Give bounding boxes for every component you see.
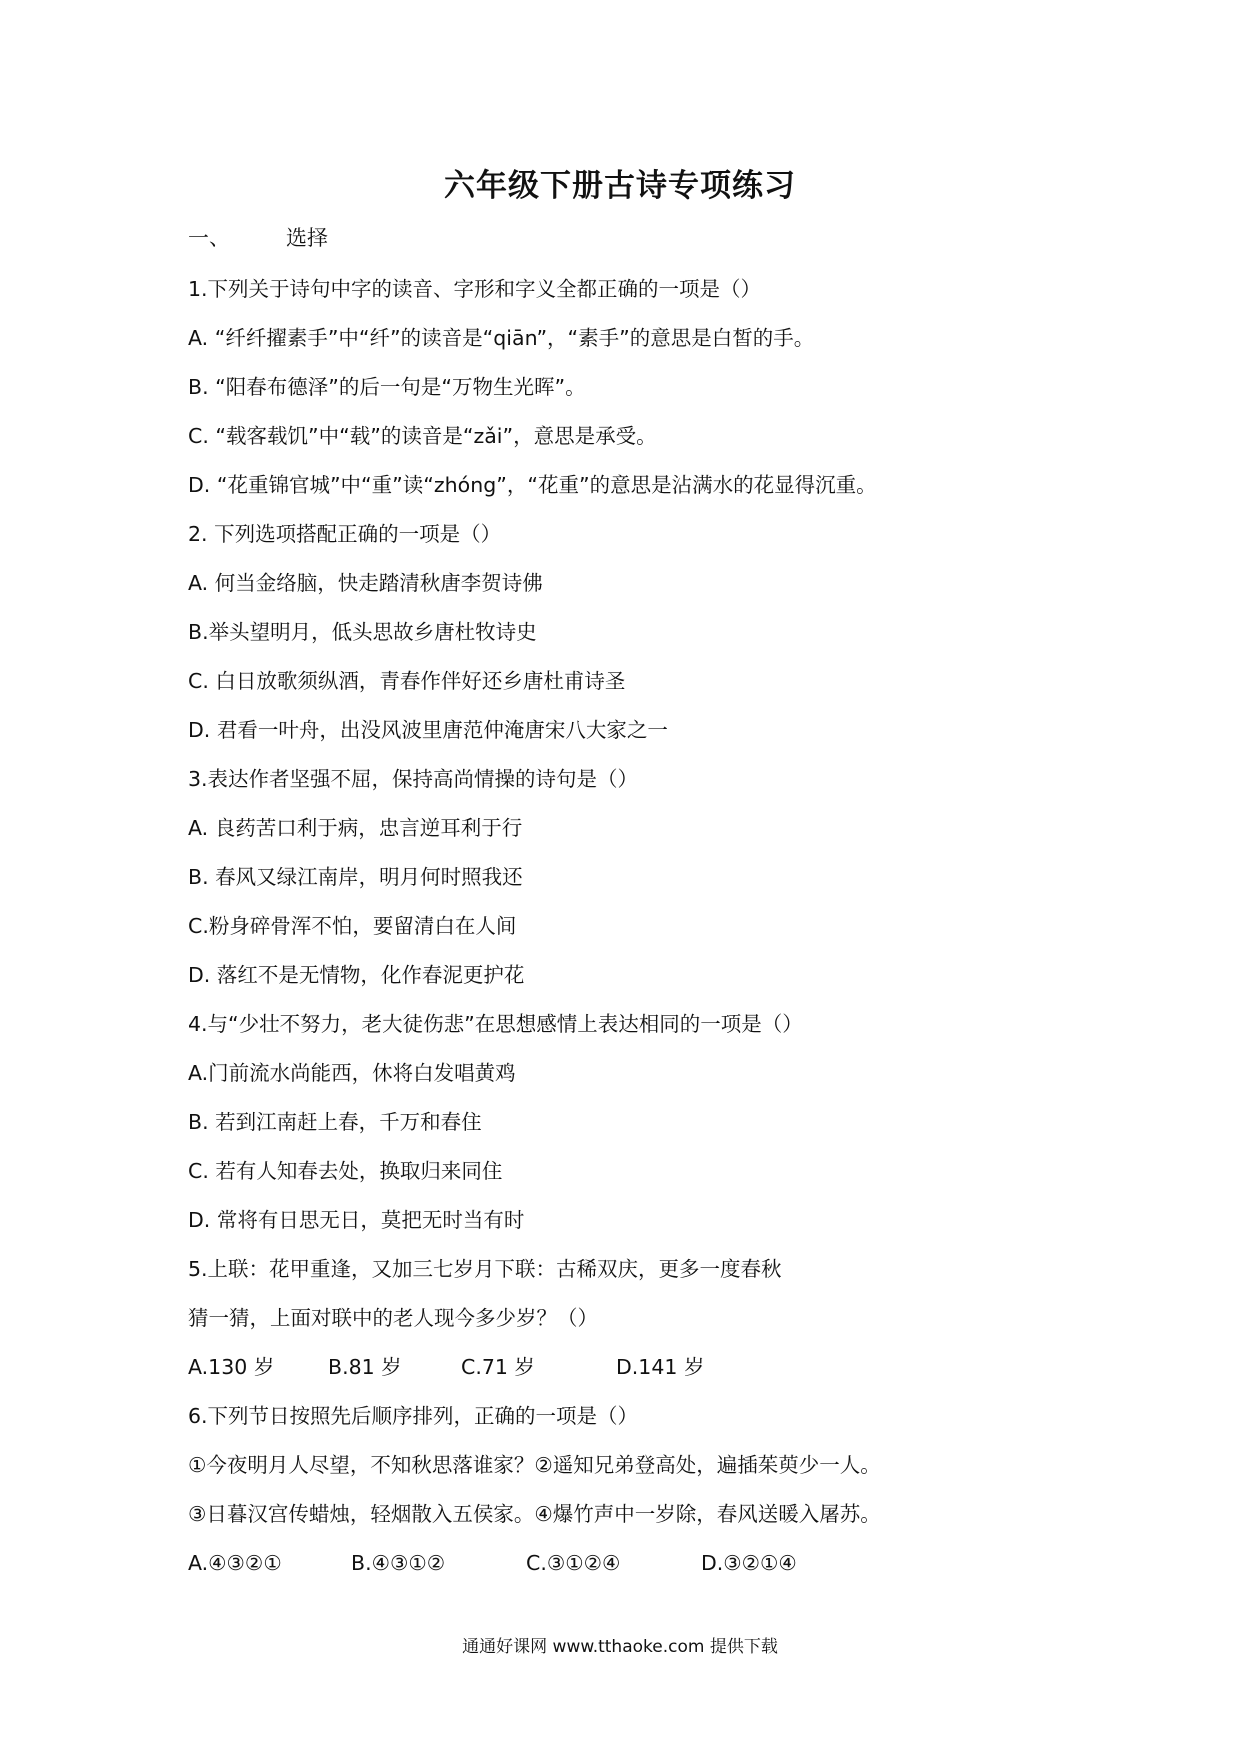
q4-option-b: B. 若到江南赶上春，千万和春住 [188, 1110, 482, 1134]
q6-poem-line-1: ①今夜明月人尽望，不知秋思落谁家？②遥知兄弟登高处，遍插茱萸少一人。 [188, 1453, 881, 1477]
q2-option-c: C. 白日放歌须纵酒，青春作伴好还乡唐杜甫诗圣 [188, 669, 626, 693]
q6-option-c: C.③①②④ [526, 1551, 621, 1575]
q1-option-b: B. “阳春布德泽”的后一句是“万物生光晖”。 [188, 375, 586, 399]
q6-poem-line-2: ③日暮汉宫传蜡烛，轻烟散入五侯家。④爆竹声中一岁除，春风送暖入屠苏。 [188, 1502, 881, 1526]
section-heading [188, 222, 328, 252]
page-footer: 通通好课网 www.tthaoke.com 提供下载 [462, 1637, 778, 1657]
q5-option-d: D.141 岁 [616, 1355, 705, 1379]
q4-option-d: D. 常将有日思无日，莫把无时当有时 [188, 1208, 525, 1232]
q3-option-d: D. 落红不是无情物，化作春泥更护花 [188, 963, 525, 987]
q5-option-c: C.71 岁 [461, 1355, 535, 1379]
q3-option-c: C.粉身碎骨浑不怕，要留清白在人间 [188, 914, 517, 938]
q6-option-d: D.③②①④ [701, 1551, 797, 1575]
section-label: 选择 [286, 226, 328, 250]
q5-option-a: A.130 岁 [188, 1355, 275, 1379]
q6-option-b: B.④③①② [351, 1551, 446, 1575]
q5-options [188, 1352, 1088, 1401]
q1-option-d: D. “花重锦官城”中“重”读“zhóng”，“花重”的意思是沾满水的花显得沉重。 [188, 473, 877, 497]
q5-stem: 猜一猜，上面对联中的老人现今多少岁？（） [188, 1306, 598, 1330]
q2-option-d: D. 君看一叶舟，出没风波里唐范仲淹唐宋八大家之一 [188, 718, 668, 742]
q6-option-a: A.④③②① [188, 1551, 282, 1575]
q2-stem: 2. 下列选项搭配正确的一项是（） [188, 522, 502, 546]
q3-option-a: A. 良药苦口利于病，忠言逆耳利于行 [188, 816, 523, 840]
q1-option-c: C. “载客载饥”中“载”的读音是“zǎi”，意思是承受。 [188, 424, 657, 448]
q1-stem: 1.下列关于诗句中字的读音、字形和字义全都正确的一项是（） [188, 277, 762, 301]
q1-option-a: A. “纤纤擢素手”中“纤”的读音是“qiān”，“素手”的意思是白皙的手。 [188, 326, 815, 350]
q4-option-a: A.门前流水尚能西，休将白发唱黄鸡 [188, 1061, 516, 1085]
q3-stem: 3.表达作者坚强不屈，保持高尚情操的诗句是（） [188, 767, 639, 791]
q3-option-b: B. 春风又绿江南岸，明月何时照我还 [188, 865, 523, 889]
q4-option-c: C. 若有人知春去处，换取归来同住 [188, 1159, 503, 1183]
question-list [188, 274, 1088, 1597]
section-number: 一、 [188, 226, 230, 250]
q6-options [188, 1548, 1088, 1597]
q4-stem: 4.与“少壮不努力，老大徒伤悲”在思想感情上表达相同的一项是（） [188, 1012, 803, 1036]
q2-option-a: A. 何当金络脑，快走踏清秋唐李贺诗佛 [188, 571, 543, 595]
q2-option-b: B.举头望明月，低头思故乡唐杜牧诗史 [188, 620, 537, 644]
q5-couplet: 5.上联：花甲重逢，又加三七岁月下联：古稀双庆，更多一度春秋 [188, 1257, 782, 1281]
page-title: 六年级下册古诗专项练习 [444, 168, 796, 204]
q6-stem: 6.下列节日按照先后顺序排列，正确的一项是（） [188, 1404, 639, 1428]
q5-option-b: B.81 岁 [328, 1355, 402, 1379]
